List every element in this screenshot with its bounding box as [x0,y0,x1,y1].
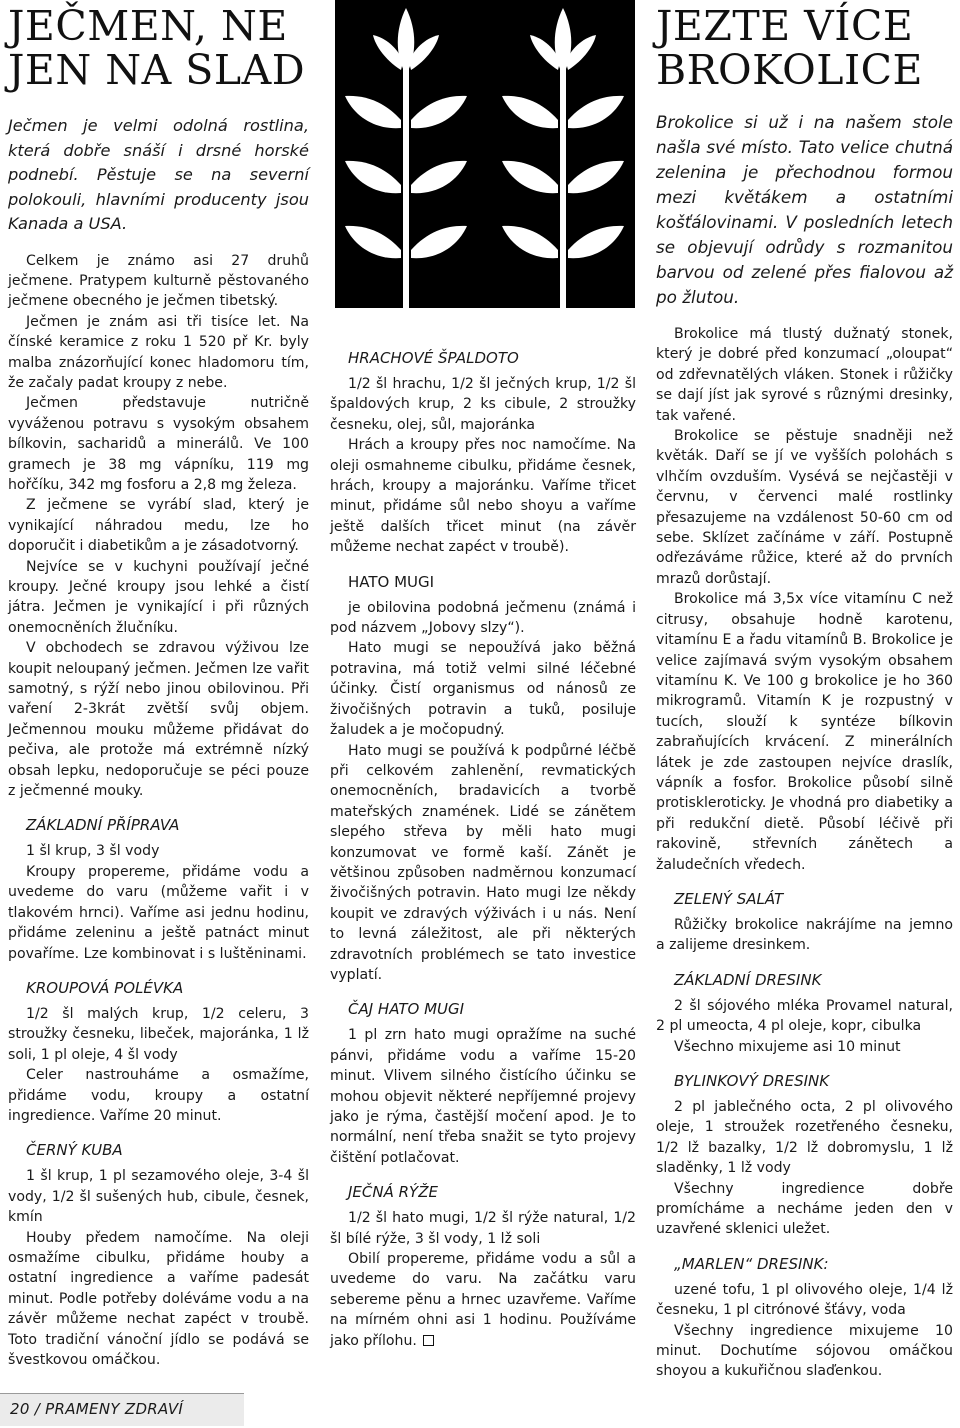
recipe-ingredients: 1/2 šl hrachu, 1/2 šl ječných krup, 1/2 šl špaldových krup, 2 ks cibule, 2 stroužky česneku, olej, sůl, majoránka [330,376,636,433]
recipe-heading: HRACHOVÉ ŠPALDOTO [348,349,519,367]
recipe-ingredients: 1 šl krup, 1 pl sezamového oleje, 3-4 šl vody, 1/2 šl sušených hub, cibule, česnek, kmín [8,1168,309,1226]
recipe-method: Všechny ingredience dobře promícháme a necháme jeden den v uzavřené sklenici uležet. [656,1180,953,1238]
paragraph: V obchodech se zdravou výživou lze koupit neloupaný ječmen. Ječmen lze vařit samotný, s rýží nebo jinou obilovinou. Při vaření 2-3krát zvětší svůj objem. Ječmennou mouku můžeme přidávat do pečiva, ale protože má extrémně nízký obsah lepku, nedoporučuje se péci pouze z ječmenné mouky. [8,640,309,800]
paragraph: Ječmen představuje nutričně vyváženou potravu s vysokým obsahem bílkovin, sacharidů a minerálů. Ve 100 gramech je 38 mg vápníku, 119 mg hořčíku, 342 mg fosforu a 2,8 mg železa. [8,395,309,493]
recipe-heading: ČERNÝ KUBA [26,1141,123,1160]
recipe-method [330,1249,636,1351]
recipe-ingredients: 2 pl jablečného octa, 2 pl olivového oleje, 1 stroužek rozetřeného česneku, 1/2 lž bazalky, 1/2 lž dobromyslu, 1 lž sladěnky, 1 lž vody [656,1099,953,1177]
recipe-heading: KROUPOVÁ POLÉVKA [26,978,184,997]
recipe-ingredients: 1 šl krup, 3 šl vody [26,843,160,860]
article-title-barley: JEČMEN, NE JEN NA SLAD [8,2,306,94]
right-column [656,0,953,1382]
wheat-illustration [335,0,635,308]
end-mark-icon [423,1335,434,1346]
recipe-method: Všechny ingredience mixujeme 10 minut. Dochutíme sójovou omáčkou shoyou a kukuřičnou slaďenkou. [656,1322,953,1380]
paragraph: Hato mugi se nepoužívá jako běžná potravina, má totiž velmi silné léčebné účinky. Čistí organismus od nánosů ze živočišných potravin a tuků, posiluje žaludek a je močopudný. [330,640,636,739]
recipe-heading: ZELENÝ SALÁT [674,889,784,908]
recipe-ingredients: uzené tofu, 1 pl olivového oleje, 1/4 lž česneku, 1 pl citrónové šťávy, voda [656,1281,953,1319]
article-lead-barley: Ječmen je velmi odolná rostlina, která dobře snáší i drsné horské podnebí. Pěstuje se na severní polokouli, hlavními producenty jsou Kanada a USA. [8,116,309,233]
recipe-method: Všechno mixujeme asi 10 minut [674,1038,901,1055]
recipe-heading: BYLINKOVÝ DRESINK [674,1072,830,1090]
article-title-broccoli: JEZTE VÍCE BROKOLICE [656,2,923,94]
paragraph: Z ječmene se vyrábí slad, který je vynikající náhradou medu, lze ho doporučit i diabetikům a je zásadotvorný. [8,497,309,555]
recipe-heading: ZÁKLADNÍ DRESINK [674,970,822,989]
paragraph: Celkem je známo asi 27 druhů ječmene. Pratypem kulturně pěstovaného ječmene obecného je ječmen tibetský. [8,252,309,310]
page-footer [0,1393,244,1426]
page-number-label: 20 / PRAMENY ZDRAVÍ [10,1400,184,1418]
section-heading: HATO MUGI [348,572,435,591]
middle-column [330,338,636,1351]
recipe-heading: „MARLEN“ DRESINK: [674,1254,829,1273]
paragraph: Nejvíce se v kuchyni používají ječné kroupy. Ječné kroupy jsou lehké a čistí játra. Ječmen je vynikající i při různých onemocněních žlučníku. [8,558,309,636]
recipe-method: Kroupy propereme, přidáme vodu a uvedeme do varu (můžeme vařit i v tlakovém hrnci). Vaříme asi jednu hodinu, přidáme zeleninu a ještě patnáct minut povaříme. Lze kombinovat i s luštěninami. [8,863,309,962]
paragraph: je obilovina podobná ječmenu (známá i pod názvem „Jobovy slzy“). [330,599,636,637]
paragraph: Brokolice má 3,5x více vitamínu C než citrusy, obsahuje hodně karotenu, vitamínu E a řadu vitamínů B. Brokolice je velice zajímavá svým vysokým obsahem vitamínu K. Ve 100 g brokolice je ho 360 mikrogramů. Vitamín K je rozpustný v tucích, slouží k syntéze bílkovin zabraňujících krvácení. Z minerálních látek je zde zastoupen nejvíce draslík, vápník a fosfor. Brokolice působí silně protiskleroticky. Je vhodná pro diabetiky a při redukční dietě. Působí léčivě při rakovině, střevních zánětech a žaludečních vředech. [656,591,953,873]
wheat-ear-icon [335,0,635,308]
recipe-method: Celer nastrouháme a osmažíme, přidáme vodu, kroupy a ostatní ingredience. Vaříme 20 minut. [8,1067,309,1124]
left-column [8,0,309,1370]
recipe-ingredients: 2 šl sójového mléka Provamel natural, 2 pl umeocta, 4 pl oleje, kopr, cibulka [656,997,953,1035]
paragraph: Brokolice se pěstuje snadněji než květák. Daří se jí ve vyšších polohách s vlhčím ovzduším. Vysévá se nejčastěji v červnu, v červenci malé rostlinky přesazujeme na vzdálenost 50-60 cm od sebe. Sklízet začínáme v září. Postupně odřezáváme růžice, které až do prvních mrazů dorůstají. [656,428,953,587]
recipe-method-text: Obilí propereme, přidáme vodu a sůl a uvedeme do varu. Na začátku varu sebereme pěnu a hrnec uzavřeme. Vaříme na mírném ohni asi 1 hodinu. Používáme jako přílohu. [330,1251,636,1349]
recipe-ingredients: 1/2 šl malých krup, 1/2 celeru, 3 stroužky česneku, libeček, majoránka, 1 lž soli, 1 pl oleje, 4 šl vody [8,1005,309,1063]
recipe-heading: JEČNÁ RÝŽE [348,1183,438,1202]
paragraph: Hato mugi se používá k podpůrné léčbě při celkovém zahlenění, revmatických onemocněních, bradavicích a tvorbě mateřských znamének. Lidé se zánětem slepého střeva by měli hato mugi konzumovat ve formě kaší. Zánět je většinou způsoben nadměrnou konzumací živočišných potravin. Hato mugi lze někdy koupit ve zdravých výživách i u nás. Není to levná záležitost, ale při některých zdravotních problémech se tato investice vyplatí. [330,742,636,983]
recipe-method: Hrách a kroupy přes noc namočíme. Na oleji osmahneme cibulku, přidáme česnek, hrách, kroupy a majoránku. Vaříme třicet minut, přidáme sůl nebo shoyu a vaříme ještě dalších třicet minut (na závěr můžeme nechat zapéct v troubě). [330,437,636,556]
recipe-heading: ČAJ HATO MUGI [348,1000,465,1019]
recipe-heading: ZÁKLADNÍ PŘÍPRAVA [26,816,180,835]
paragraph: Ječmen je znám asi tři tisíce let. Na čínské keramice z roku 1 520 př Kr. byly malba znázorňující konec hladomoru tím, že začaly padat kroupy z nebe. [8,313,309,391]
recipe-ingredients: 1/2 šl hato mugi, 1/2 šl rýže natural, 1/2 šl bílé rýže, 3 šl vody, 1 lž soli [330,1210,636,1247]
article-lead-broccoli: Brokolice si už i na našem stole našla své místo. Tato velice chutná zelenina je přechodnou formou mezi květákem a ostatními košťálovinami. V posledních letech se objevují odrůdy s rozmanitou barvou od zelené přes fialovou až po žlutou. [656,112,953,307]
paragraph: Brokolice má tlustý dužnatý stonek, který je dobré před konzumací „oloupat“ od zdřevnatělých vláken. Stonek i růžičky se dají jíst jak syrové s různými dresinky, tak vařené. [656,326,953,424]
recipe-method: Houby předem namočíme. Na oleji osmažíme cibulku, přidáme houby a ostatní ingredience a vaříme padesát minut. Podle potřeby doléváme vodu a na závěr můžeme nechat zapéct v troubě. Toto tradiční vánoční jídlo se podává se švestkovou omáčkou. [8,1229,309,1368]
recipe-method: Růžičky brokolice nakrájíme na jemno a zalijeme dresinkem. [656,916,953,954]
recipe-method: 1 pl zrn hato mugi opražíme na suché pánvi, přidáme vodu a vaříme 15-20 minut. Vlivem silného čistícího účinku se mohou objevit některé nepříjemné projevy jako je rýma, častější močení apod. Je to normální, není třeba snažit se tyto projevy čištění potlačovat. [330,1027,636,1166]
